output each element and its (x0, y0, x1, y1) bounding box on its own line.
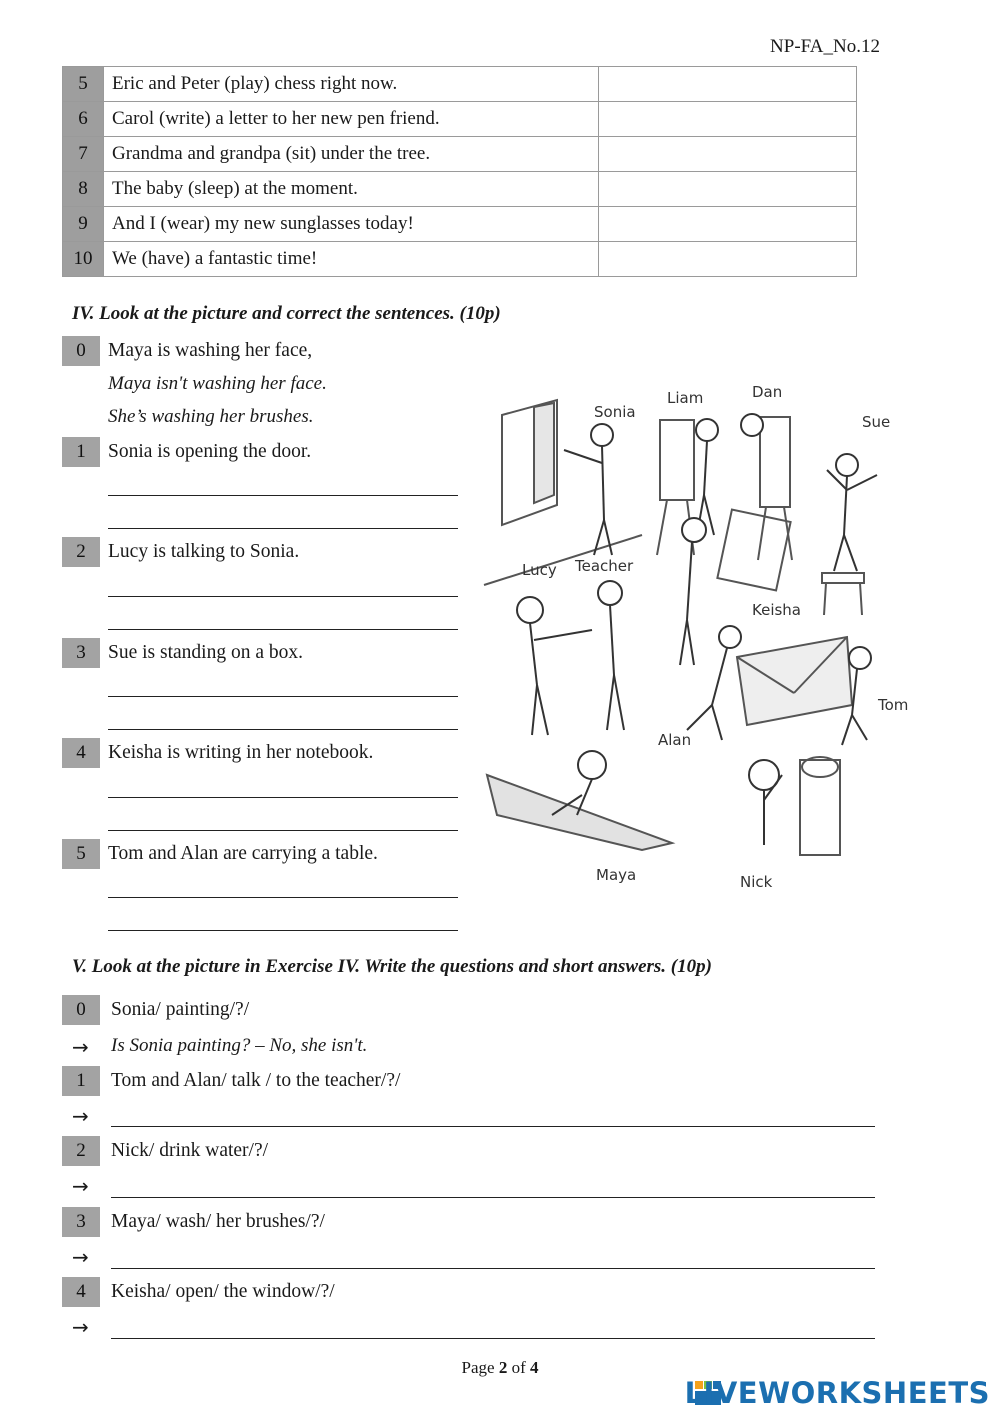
row-number: 9 (63, 207, 104, 242)
person-alan (719, 626, 741, 648)
document-code: NP-FA_No.12 (770, 36, 880, 57)
label-dan: Dan (752, 383, 783, 401)
example-sentence: Maya is washing her face, (108, 340, 313, 361)
example-answer: Is Sonia painting? – No, she isn't. (111, 1035, 368, 1056)
item-number: 0 (62, 995, 100, 1025)
label-liam: Liam (667, 389, 704, 407)
label-alan: Alan (658, 731, 692, 749)
answer-line[interactable] (108, 528, 458, 529)
answer-line[interactable] (108, 797, 458, 798)
answer-line[interactable] (108, 696, 458, 697)
page-indicator (0, 1358, 1000, 1378)
answer-cell[interactable] (599, 172, 857, 207)
answer-cell[interactable] (599, 67, 857, 102)
person-maya (578, 751, 606, 779)
answer-cell[interactable] (599, 137, 857, 172)
item-prompt: Keisha/ open/ the window/?/ (111, 1281, 335, 1302)
person-sue (836, 454, 858, 476)
row-number: 5 (63, 67, 104, 102)
classroom-illustration (482, 375, 922, 895)
table-row (63, 137, 857, 172)
person-teacher (598, 581, 622, 605)
label-keisha: Keisha (752, 601, 801, 619)
answer-line[interactable] (111, 1197, 875, 1198)
example-prompt: Sonia/ painting/?/ (111, 999, 250, 1020)
arrow-icon: → (72, 1035, 89, 1059)
arrow-icon: → (72, 1315, 89, 1339)
label-teacher: Teacher (575, 557, 634, 575)
canvas (717, 510, 790, 591)
label-sonia: Sonia (594, 403, 636, 421)
row-sentence: Eric and Peter (play) chess right now. (104, 67, 599, 102)
table-row (63, 207, 857, 242)
answer-line[interactable] (111, 1126, 875, 1127)
verb-table (62, 66, 857, 277)
sink (487, 775, 672, 850)
easel (660, 420, 694, 500)
arrow-icon: → (72, 1245, 89, 1269)
item-number: 1 (62, 1066, 100, 1096)
answer-line[interactable] (108, 629, 458, 630)
answer-line[interactable] (108, 596, 458, 597)
item-number: 3 (62, 1207, 100, 1237)
item-prompt: Tom and Alan/ talk / to the teacher/?/ (111, 1070, 401, 1091)
exercise-4-title: IV. Look at the picture and correct the sentences. (10p) (72, 303, 501, 324)
item-prompt: Maya/ wash/ her brushes/?/ (111, 1211, 325, 1232)
label-lucy: Lucy (522, 561, 557, 579)
row-number: 6 (63, 102, 104, 137)
answer-cell[interactable] (599, 207, 857, 242)
item-number: 1 (62, 437, 100, 467)
arrow-icon: → (72, 1104, 89, 1128)
arrow-icon: → (72, 1174, 89, 1198)
item-prompt: Nick/ drink water/?/ (111, 1140, 269, 1161)
row-sentence: The baby (sleep) at the moment. (104, 172, 599, 207)
answer-line[interactable] (108, 495, 458, 496)
exercise-5-title: V. Look at the picture in Exercise IV. Write the questions and short answers. (10p) (72, 956, 712, 977)
row-sentence: Carol (write) a letter to her new pen friend. (104, 102, 599, 137)
easel (760, 417, 790, 507)
example-answer-2: She’s washing her brushes. (108, 406, 314, 427)
answer-line[interactable] (111, 1338, 875, 1339)
row-number: 8 (63, 172, 104, 207)
row-sentence: And I (wear) my new sunglasses today! (104, 207, 599, 242)
label-nick: Nick (740, 873, 773, 891)
table-row (63, 102, 857, 137)
person-tom (849, 647, 871, 669)
item-number: 3 (62, 638, 100, 668)
item-number: 2 (62, 537, 100, 567)
item-number: 5 (62, 839, 100, 869)
page-mid: of (507, 1358, 530, 1377)
person-liam (696, 419, 718, 441)
person-dan (741, 414, 763, 436)
item-number: 4 (62, 738, 100, 768)
row-sentence: We (have) a fantastic time! (104, 242, 599, 277)
stool (822, 573, 864, 583)
page-prefix: Page (461, 1358, 499, 1377)
person-sonia (591, 424, 613, 446)
liveworksheets-brand: LIVEWORKSHEETS (684, 1376, 990, 1410)
row-number: 10 (63, 242, 104, 277)
answer-line[interactable] (111, 1268, 875, 1269)
item-sentence: Tom and Alan are carrying a table. (108, 843, 378, 864)
row-sentence: Grandma and grandpa (sit) under the tree. (104, 137, 599, 172)
answer-line[interactable] (108, 830, 458, 831)
answer-line[interactable] (108, 930, 458, 931)
page-current: 2 (498, 1358, 508, 1377)
answer-cell[interactable] (599, 102, 857, 137)
label-maya: Maya (596, 866, 637, 884)
answer-cell[interactable] (599, 242, 857, 277)
item-number: 4 (62, 1277, 100, 1307)
person-keisha (682, 518, 706, 542)
label-sue: Sue (862, 413, 891, 431)
item-sentence: Lucy is talking to Sonia. (108, 541, 300, 562)
answer-line[interactable] (108, 729, 458, 730)
row-number: 7 (63, 137, 104, 172)
table-row (63, 242, 857, 277)
example-answer-1: Maya isn't washing her face. (108, 373, 327, 394)
page-total: 4 (529, 1358, 539, 1377)
answer-line[interactable] (108, 897, 458, 898)
table-row (63, 172, 857, 207)
item-sentence: Sonia is opening the door. (108, 441, 312, 462)
item-sentence: Keisha is writing in her notebook. (108, 742, 374, 763)
person-lucy (517, 597, 543, 623)
item-sentence: Sue is standing on a box. (108, 642, 303, 663)
item-number: 2 (62, 1136, 100, 1166)
item-number: 0 (62, 336, 100, 366)
table-row (63, 67, 857, 102)
label-tom: Tom (878, 696, 909, 714)
